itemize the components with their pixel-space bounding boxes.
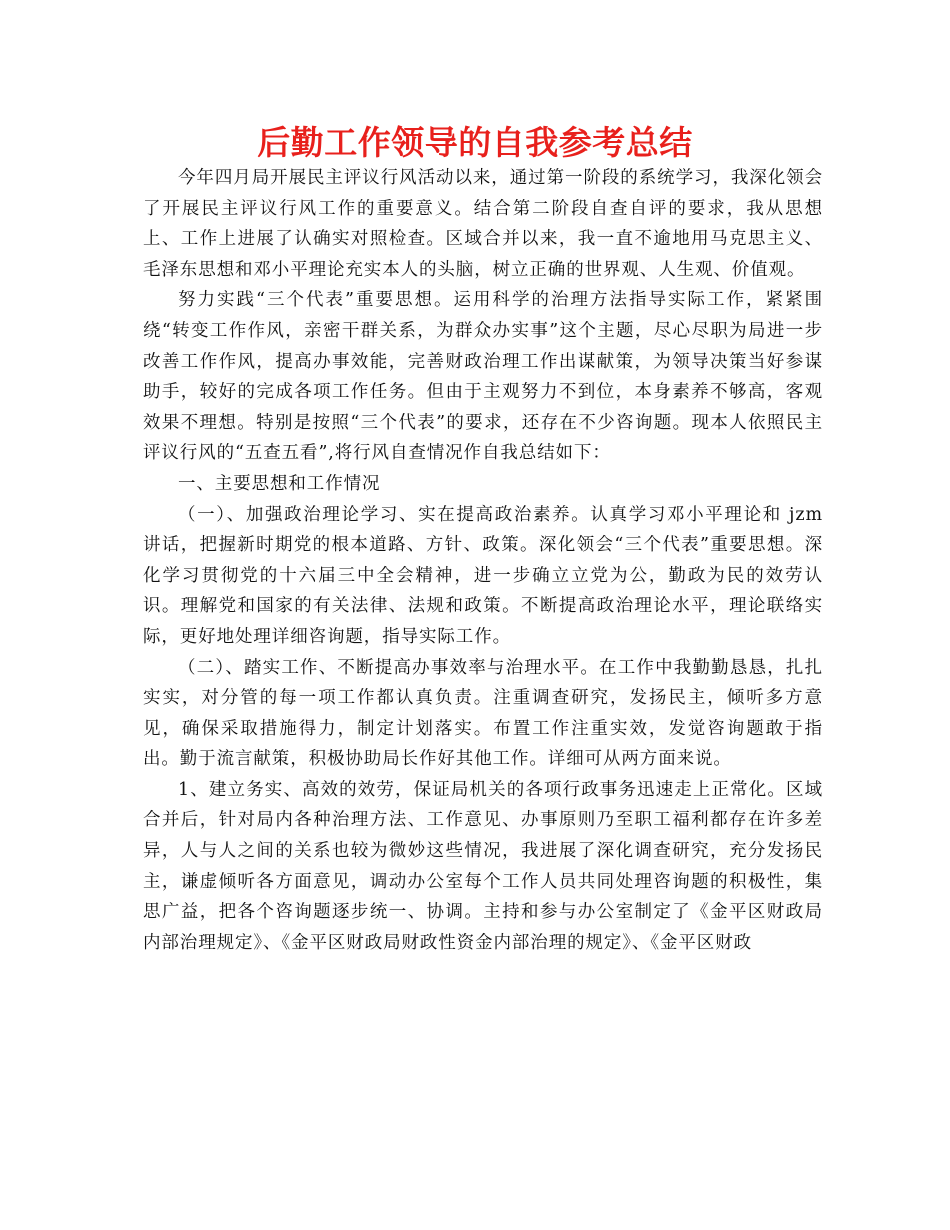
paragraph-efficiency: （二）、踏实工作、不断提高办事效率与治理水平。在工作中我勤勤恳恳，扎扎实实，对分管的每一项工作都认真负责。注重调查研究，发扬民主，倾听多方意见，确保采取措施得力，制定计划落实。布置工作注重实效，发觉咨询题敢于指出。勤于流言献策，积极协助局长作好其他工作。详细可从两方面来说。 bbox=[143, 657, 823, 770]
document-body bbox=[143, 163, 823, 958]
section-heading: 一、主要思想和工作情况 bbox=[178, 473, 381, 494]
paragraph-intro: 今年四月局开展民主评议行风活动以来，通过第一阶段的系统学习，我深化领会了开展民主评议行风工作的重要意义。结合第二阶段自查自评的要求，我从思想上、工作上进展了认确实对照检查。区域合并以来，我一直不逾地用马克思主义、毛泽东思想和邓小平理论充实本人的头脑，树立正确的世界观、人生观、价值观。 bbox=[143, 168, 823, 280]
paragraph-service: 1、建立务实、高效的效劳，保证局机关的各项行政事务迅速走上正常化。区域合并后，针对局内各种治理方法、工作意见、办事原则乃至职工福利都存在许多差异，人与人之间的关系也较为微妙这些情况，我进展了深化调查研究，充分发扬民主，谦虚倾听各方面意见，调动办公室每个工作人员共同处理咨询题的积极性，集思广益，把各个咨询题逐步统一、协调。主持和参与办公室制定了《金平区财政局内部治理规定》、《金平区财政局财政性资金内部治理的规定》、《金平区财政 bbox=[143, 779, 823, 953]
paragraph-political-study: （一）、加强政治理论学习、实在提高政治素养。认真学习邓小平理论和 jzm 讲话，把握新时期党的根本道路、方针、政策。深化领会“三个代表”重要思想。深化学习贯彻党的十六届三中全会精神，进一步确立立党为公，勤政为民的效劳认识。理解党和国家的有关法律、法规和政策。不断提高政治理论水平，理论联络实际，更好地处理详细咨询题，指导实际工作。 bbox=[143, 504, 823, 647]
paragraph-three-represents: 努力实践“三个代表”重要思想。运用科学的治理方法指导实际工作，紧紧围绕“转变工作作风，亲密干群关系，为群众办实事”这个主题，尽心尽职为局进一步改善工作作风，提高办事效能，完善财政治理工作出谋献策，为领导决策当好参谋助手，较好的完成各项工作任务。但由于主观努力不到位，本身素养不够高，客观效果不理想。特别是按照“三个代表”的要求，还存在不少咨询题。现本人依照民主评议行风的“五查五看”,将行风自查情况作自我总结如下： bbox=[143, 290, 823, 464]
document-title: 后勤工作领导的自我参考总结 bbox=[257, 123, 693, 162]
